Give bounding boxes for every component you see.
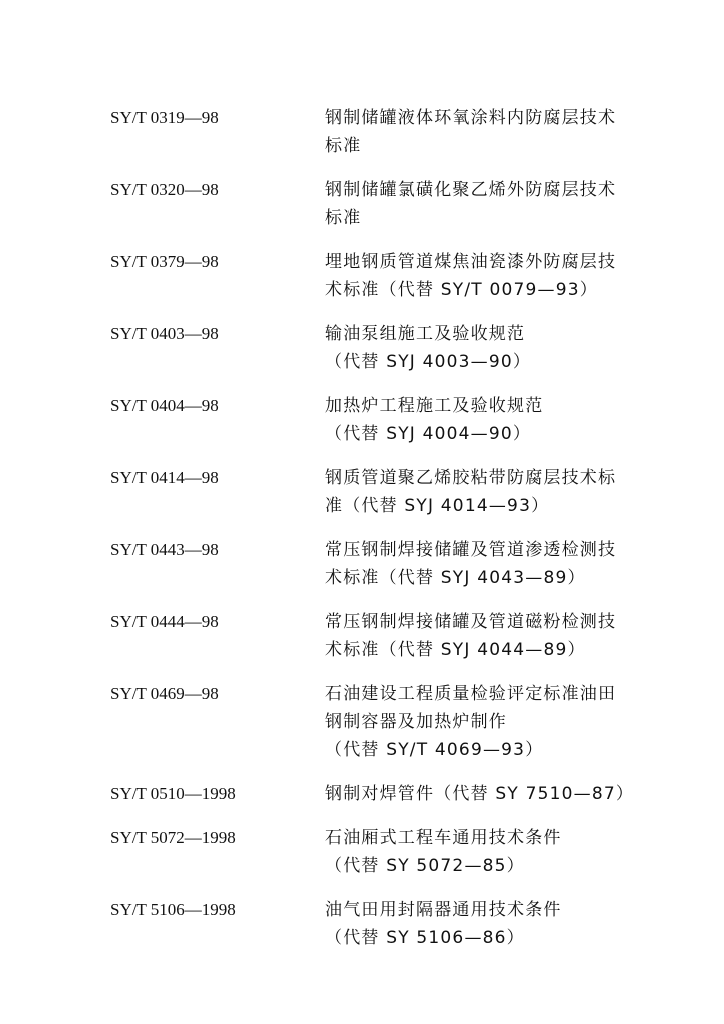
standard-title [325,392,690,448]
standard-title-line: 钢制对焊管件（代替 SY 7510—87） [325,784,635,804]
standard-entry [110,608,690,664]
standard-title [325,896,690,952]
standard-entry [110,464,690,520]
standard-title-line: 术标准（代替 SYJ 4044—89） [325,640,586,660]
standard-title [325,608,690,664]
standard-title [325,176,690,232]
standard-title-line: 钢制容器及加热炉制作 [325,712,507,732]
standard-code: SY/T 5106—1998 [110,900,236,919]
standard-title-line: 埋地钢质管道煤焦油瓷漆外防腐层技 [325,252,617,272]
standards-list [110,104,690,968]
standard-code: SY/T 0404—98 [110,396,219,415]
standard-title-line: 常压钢制焊接储罐及管道磁粉检测技 [325,612,617,632]
standard-title-line: 加热炉工程施工及验收规范 [325,396,544,416]
standard-title-line: 术标准（代替 SY/T 0079—93） [325,280,598,300]
standard-title [325,320,690,376]
standard-title-line: （代替 SYJ 4003—90） [325,352,532,372]
standard-title-line: （代替 SYJ 4004—90） [325,424,532,444]
standard-entry [110,536,690,592]
standard-title-line: 钢制储罐氯磺化聚乙烯外防腐层技术 [325,180,617,200]
standard-entry [110,680,690,764]
standard-code: SY/T 0444—98 [110,612,219,631]
standard-title-line: （代替 SY/T 4069—93） [325,740,544,760]
standard-entry [110,176,690,232]
standard-code: SY/T 0319—98 [110,108,219,127]
standard-entry [110,896,690,952]
standard-title [325,824,690,880]
standard-title-line: （代替 SY 5106—86） [325,928,525,948]
standard-entry [110,392,690,448]
standard-code: SY/T 5072—1998 [110,828,236,847]
standard-code: SY/T 0414—98 [110,468,219,487]
standard-entry [110,320,690,376]
standard-title-line: 标准 [325,136,362,156]
standard-title [325,464,690,520]
standard-title [325,104,690,160]
standard-title-line: 油气田用封隔器通用技术条件 [325,900,562,920]
standard-title-line: 常压钢制焊接储罐及管道渗透检测技 [325,540,617,560]
standard-entry [110,824,690,880]
standard-title [325,680,690,764]
standard-title-line: 石油建设工程质量检验评定标准油田 [325,684,617,704]
standard-title-line: （代替 SY 5072—85） [325,856,525,876]
standard-title [325,248,690,304]
standard-title-line: 准（代替 SYJ 4014—93） [325,496,550,516]
standard-code: SY/T 0403—98 [110,324,219,343]
standard-code: SY/T 0443—98 [110,540,219,559]
standard-entry [110,248,690,304]
standard-code: SY/T 0469—98 [110,684,219,703]
standard-title-line: 石油厢式工程车通用技术条件 [325,828,562,848]
standard-title-line: 输油泵组施工及验收规范 [325,324,526,344]
standard-title [325,780,690,808]
standard-title-line: 标准 [325,208,362,228]
standard-entry [110,780,690,808]
standard-code: SY/T 0320—98 [110,180,219,199]
standard-title-line: 钢制储罐液体环氧涂料内防腐层技术 [325,108,617,128]
standard-code: SY/T 0510—1998 [110,784,236,803]
standard-title [325,536,690,592]
standard-code: SY/T 0379—98 [110,252,219,271]
standard-title-line: 术标准（代替 SYJ 4043—89） [325,568,586,588]
standard-entry [110,104,690,160]
standard-title-line: 钢质管道聚乙烯胶粘带防腐层技术标 [325,468,617,488]
